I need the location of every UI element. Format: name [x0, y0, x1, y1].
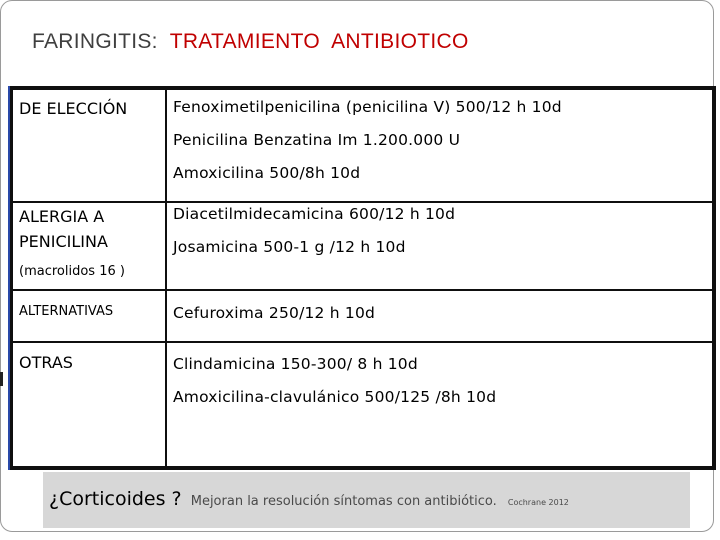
- table-left-edge: [8, 86, 10, 470]
- drug-item: Diacetilmidecamicina 600/12 h 10d: [173, 205, 456, 223]
- drug-item: Amoxicilina-clavulánico 500/125 /8h 10d: [173, 388, 497, 406]
- row-label-cell: [13, 203, 165, 289]
- drug-item: Fenoximetilpenicilina (penicilina V) 500/12 h 10d: [173, 98, 562, 116]
- row-label-cell: [13, 291, 165, 341]
- row-note: (macrolidos 16 ): [19, 264, 125, 279]
- footer-note: Mejoran la resolución síntomas con antibiótico.: [190, 494, 497, 509]
- row-label-cell: [13, 90, 165, 201]
- row-label: PENICILINA: [19, 232, 108, 251]
- row-items-cell: [167, 343, 712, 466]
- footer-question: ¿Corticoides ?: [49, 488, 182, 510]
- row-items-cell: [167, 90, 712, 201]
- footer-box: [43, 472, 690, 528]
- drug-item: Clindamicina 150-300/ 8 h 10d: [173, 355, 418, 373]
- row-label-cell: [13, 343, 165, 466]
- drug-item: Penicilina Benzatina Im 1.200.000 U: [173, 131, 461, 149]
- row-label: OTRAS: [19, 353, 73, 372]
- row-label: ALERGIA A: [19, 207, 105, 226]
- row-label: ALTERNATIVAS: [19, 304, 114, 319]
- row-items-cell: [167, 291, 712, 341]
- title-topic: FARINGITIS:: [32, 30, 158, 53]
- row-label: DE ELECCIÓN: [19, 99, 128, 118]
- footer-line: [49, 488, 569, 510]
- edge-mark: [0, 372, 3, 386]
- drug-item: Amoxicilina 500/8h 10d: [173, 164, 361, 182]
- title-subject: TRATAMIENTO ANTIBIOTICO: [169, 30, 469, 53]
- drug-item: Cefuroxima 250/12 h 10d: [173, 304, 376, 322]
- treatment-table: [9, 86, 716, 470]
- drug-item: Josamicina 500-1 g /12 h 10d: [173, 238, 406, 256]
- slide-title: [32, 30, 469, 54]
- row-items-cell: [167, 203, 712, 289]
- footer-source: Cochrane 2012: [507, 498, 569, 507]
